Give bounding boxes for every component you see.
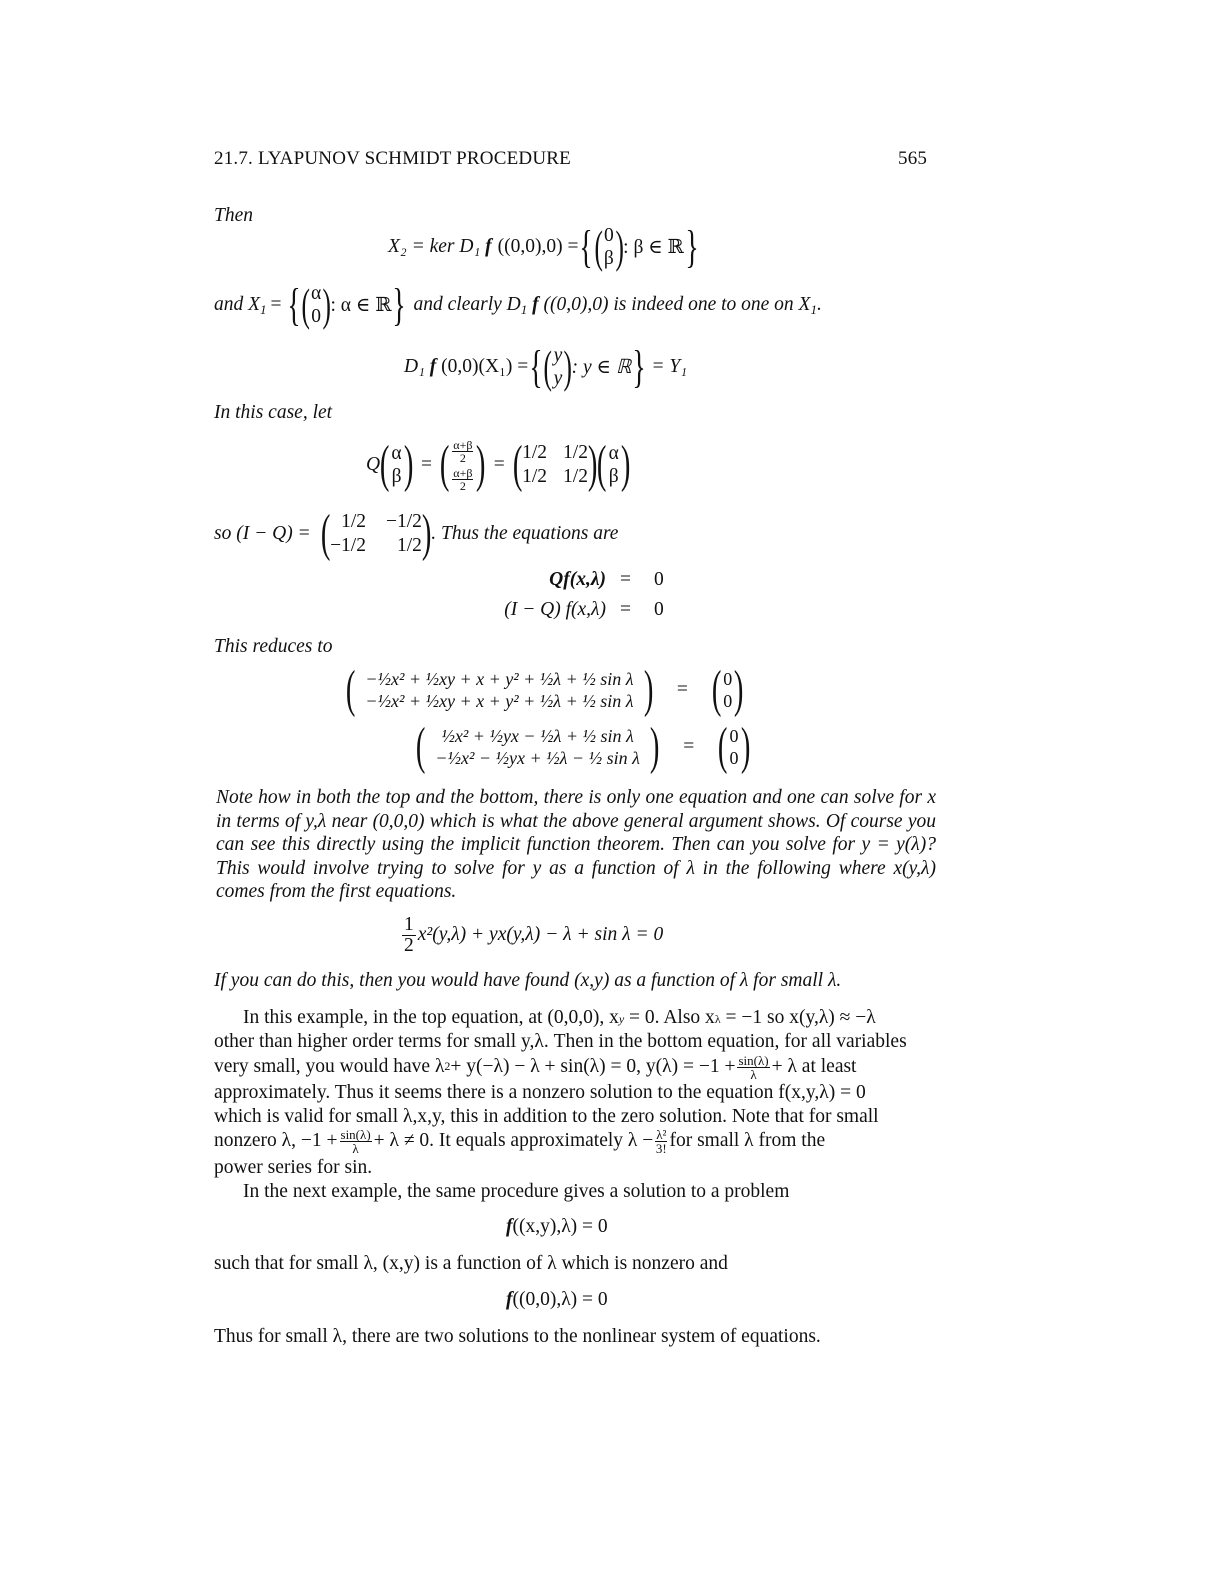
- close-paren: ): [734, 661, 744, 718]
- frac-den: λ: [750, 1066, 757, 1082]
- one-to-one-text: ((0,0),0) is indeed one to one on X: [543, 294, 811, 315]
- matrix-cell: −1/2: [385, 511, 422, 532]
- frac-num: α+β: [453, 465, 473, 480]
- f-symbol: f: [424, 356, 442, 377]
- frac-den: 2: [459, 478, 466, 493]
- open-paren: (: [415, 718, 426, 775]
- f-xy-lambda-eq: [506, 1215, 608, 1239]
- close-brace: }: [685, 221, 699, 272]
- d1-col-bottom: y: [553, 368, 563, 389]
- and-clearly-text: and clearly D: [413, 294, 521, 315]
- bottom-row-1: ½x² + ½yx − ½λ + ½ sin λ: [441, 726, 634, 746]
- qf-text: Qf(x,λ): [549, 569, 606, 590]
- subscript-lambda: λ: [714, 1012, 721, 1026]
- sin-over-lambda: [737, 1054, 769, 1081]
- open-paren: (: [320, 505, 331, 562]
- zero-vector: [730, 725, 739, 769]
- qf-lhs: [476, 568, 606, 592]
- such-that-line: such that for small λ, (x,y) is a function of λ which is nonzero and: [214, 1253, 728, 1274]
- subscript-1: 1: [260, 302, 267, 317]
- so-i-minus-q: so (I − Q) =: [214, 523, 311, 544]
- equals-sign: =: [683, 736, 695, 757]
- open-paren: (: [597, 436, 607, 493]
- period: .: [816, 294, 822, 315]
- top-system: [346, 662, 744, 718]
- example-p3b: + y(−λ) − λ + sin(λ) = 0, y(λ) = −1 +: [450, 1056, 736, 1078]
- running-header: 21.7. LYAPUNOV SCHMIDT PROCEDURE: [214, 148, 571, 169]
- equals-sign: =: [420, 454, 432, 475]
- close-paren: ): [587, 436, 598, 493]
- matrix-cell: 1/2: [522, 442, 548, 463]
- example-p1a: In this example, in the top equation, at (0,0,0), x: [243, 1007, 619, 1028]
- close-paren: ): [563, 341, 573, 392]
- frac-num: sin(λ): [340, 1126, 371, 1142]
- if-you-can-line: If you can do this, then you would have found (x,y) as a function of λ for small λ.: [214, 970, 842, 991]
- open-paren: (: [512, 436, 523, 493]
- frac-num: 1: [404, 913, 414, 935]
- example-p3c: + λ at least: [771, 1056, 857, 1078]
- implicit-equation-text: x²(y,λ) + yx(y,λ) − λ + sin λ = 0: [417, 924, 664, 945]
- next-example-line: In the next example, the same procedure gives a solution to a problem: [243, 1181, 790, 1202]
- open-paren: (: [718, 718, 728, 775]
- example-p3a: very small, you would have λ: [214, 1056, 445, 1078]
- vec-beta: β: [608, 466, 619, 487]
- bottom-system-rows: [435, 725, 640, 769]
- open-brace: {: [529, 341, 543, 392]
- zero-top: 0: [723, 669, 733, 689]
- thus-equations-text: . Thus the equations are: [431, 523, 619, 544]
- i-minus-q-matrix: [330, 510, 422, 558]
- example-p6a: nonzero λ, −1 +: [214, 1130, 338, 1152]
- x1-col-top: α: [310, 283, 322, 304]
- implicit-equation: [400, 912, 663, 958]
- vec-alpha: α: [608, 443, 619, 464]
- page-number: 565: [898, 148, 928, 169]
- d1-col-top: y: [553, 345, 563, 366]
- subscript-y: y: [618, 1012, 625, 1026]
- q-lhs: Q: [366, 454, 381, 475]
- matrix-cell: −1/2: [330, 535, 366, 556]
- q-col-beta: β: [391, 466, 402, 487]
- zero-bottom: 0: [723, 691, 733, 711]
- open-paren: (: [301, 279, 310, 330]
- q-alpha-beta-vector: [609, 442, 619, 488]
- x2-set-condition: : β ∈ ℝ: [623, 237, 684, 258]
- f-00-lambda-eq: [506, 1288, 608, 1312]
- f-symbol: f: [480, 236, 492, 257]
- close-paren: ): [643, 661, 653, 718]
- x1-definition-line: [214, 280, 822, 330]
- frac-num: sin(λ): [738, 1052, 769, 1068]
- iqf-text: (I − Q) f(x,λ): [504, 599, 606, 620]
- zero-vector: [723, 668, 732, 712]
- frac-den: 2: [459, 450, 466, 465]
- x1-column-vector: [311, 282, 321, 328]
- example-p1b: = 0. Also x: [624, 1007, 715, 1028]
- x2-col-bottom: β: [603, 248, 614, 269]
- bottom-row-2: −½x² − ½yx + ½λ − ½ sin λ: [435, 748, 640, 768]
- iqf-rhs: 0: [654, 599, 664, 620]
- frac-num: α+β: [453, 437, 473, 452]
- f-eq1-text: ((x,y),λ) = 0: [512, 1216, 608, 1237]
- frac-den: 2: [404, 934, 414, 956]
- matrix-cell: 1/2: [563, 442, 588, 463]
- x2-column-vector: [604, 224, 614, 270]
- matrix-cell: 1/2: [522, 466, 548, 487]
- example-p1c: = −1 so x(y,λ) ≈ −λ: [720, 1007, 876, 1028]
- f-symbol: f: [527, 294, 544, 315]
- sin-over-lambda: [340, 1128, 372, 1155]
- x2-lhs: X₂ = ker D₁: [388, 236, 481, 257]
- close-paren: ): [322, 279, 332, 330]
- x1-set-condition: : α ∈ ℝ: [330, 295, 392, 316]
- q-col-alpha: α: [391, 443, 402, 464]
- equals-sign: =: [620, 569, 631, 590]
- q-frac-top: [452, 439, 473, 464]
- q-input-vector: [391, 442, 401, 488]
- open-paren: (: [543, 341, 553, 392]
- then-label: Then: [214, 205, 253, 226]
- this-reduces-label: This reduces to: [214, 636, 333, 657]
- example-line-1: [243, 1006, 876, 1032]
- lambda-sq-over-3-fact: [655, 1128, 667, 1155]
- open-brace: {: [286, 279, 301, 330]
- top-system-rows: [365, 668, 633, 712]
- i-minus-q-line: [214, 506, 618, 562]
- zero-top: 0: [729, 726, 739, 746]
- f-eq2-text: ((0,0),λ) = 0: [512, 1289, 608, 1310]
- example-line-5: which is valid for small λ,x,y, this in addition to the zero solution. Note that for small: [214, 1106, 879, 1127]
- example-line-3: [214, 1052, 856, 1082]
- d1-column-vector: [554, 344, 563, 390]
- equals-sign: =: [270, 294, 282, 315]
- close-paren: ): [403, 436, 414, 493]
- close-paren: ): [649, 718, 660, 775]
- open-paren: (: [594, 221, 603, 272]
- open-paren: (: [379, 436, 390, 493]
- close-brace: }: [392, 279, 407, 330]
- x2-mid: ((0,0),0) =: [497, 236, 579, 257]
- matrix-cell: 1/2: [396, 535, 422, 556]
- superscript-2: 2: [444, 1059, 451, 1074]
- example-line-2: other than higher order terms for small y,λ. Then in the bottom equation, for all variables: [214, 1031, 907, 1052]
- top-row-2: −½x² + ½xy + x + y² + ½λ + ½ sin λ: [365, 691, 634, 711]
- f-symbol: f: [506, 1216, 513, 1237]
- qf-rhs: 0: [654, 569, 664, 590]
- d1-mid: (0,0)(X₁) =: [441, 356, 529, 377]
- in-this-case-label: In this case, let: [214, 402, 333, 423]
- matrix-cell: 1/2: [341, 511, 366, 532]
- half-fraction: [402, 915, 416, 956]
- x2-col-top: 0: [603, 225, 614, 246]
- close-paren: ): [615, 221, 624, 272]
- example-line-4: approximately. Thus it seems there is a nonzero solution to the equation f(x,y,λ) = 0: [214, 1082, 866, 1103]
- close-paren: ): [620, 436, 631, 493]
- close-paren: ): [476, 436, 486, 493]
- subscript-1c: 1: [810, 302, 817, 317]
- and-x1-lead: and X: [214, 294, 261, 315]
- zero-bottom: 0: [729, 748, 739, 768]
- close-brace: }: [632, 341, 646, 392]
- open-paren: (: [711, 661, 722, 718]
- equals-sign: =: [493, 454, 505, 475]
- open-brace: {: [579, 221, 594, 272]
- d1f-image-equation: [404, 342, 687, 392]
- example-p6b: + λ ≠ 0. It equals approximately λ −: [373, 1130, 654, 1152]
- frac-den: λ: [352, 1140, 359, 1156]
- close-paren: ): [740, 718, 750, 775]
- final-line: Thus for small λ, there are two solutions to the nonlinear system of equations.: [214, 1326, 821, 1347]
- frac-den: 3!: [655, 1140, 667, 1156]
- example-p6c: for small λ from the: [669, 1130, 826, 1152]
- q-definition-equation: [366, 432, 630, 498]
- d1-rhs: = Y₁: [651, 356, 688, 377]
- open-paren: (: [345, 661, 356, 718]
- equals-sign: =: [676, 679, 688, 700]
- close-paren: ): [421, 505, 432, 562]
- q-frac-bottom: [452, 467, 473, 492]
- d1-lhs: D₁: [404, 356, 425, 377]
- note-paragraph: Note how in both the top and the bottom, there is only one equation and one can solve for x in terms of y,λ near (0,0,0) which is what the above general argument shows. Of course you can see this directly using the implicit function theorem. Then can you solve for y = y(λ)? This would involve trying to solve for y as a function of λ in the following where x(y,λ) comes from the first equations.: [216, 787, 936, 903]
- bottom-system: [416, 719, 750, 775]
- d1-set-condition: : y ∈ ℝ: [571, 357, 632, 378]
- equals-sign: =: [620, 599, 631, 620]
- frac-num: λ²: [656, 1126, 667, 1142]
- subscript-1b: 1: [520, 302, 528, 317]
- iqf-lhs: [440, 598, 606, 622]
- matrix-cell: 1/2: [563, 466, 588, 487]
- top-row-1: −½x² + ½xy + x + y² + ½λ + ½ sin λ: [365, 669, 634, 689]
- q-output-vector: [451, 439, 474, 492]
- x1-col-bottom: 0: [311, 306, 321, 327]
- example-line-6: [214, 1126, 825, 1156]
- open-paren: (: [439, 436, 450, 493]
- half-matrix: [522, 441, 588, 489]
- f-symbol: f: [506, 1289, 513, 1310]
- x2-kernel-equation: [388, 222, 700, 272]
- example-line-7: power series for sin.: [214, 1157, 373, 1178]
